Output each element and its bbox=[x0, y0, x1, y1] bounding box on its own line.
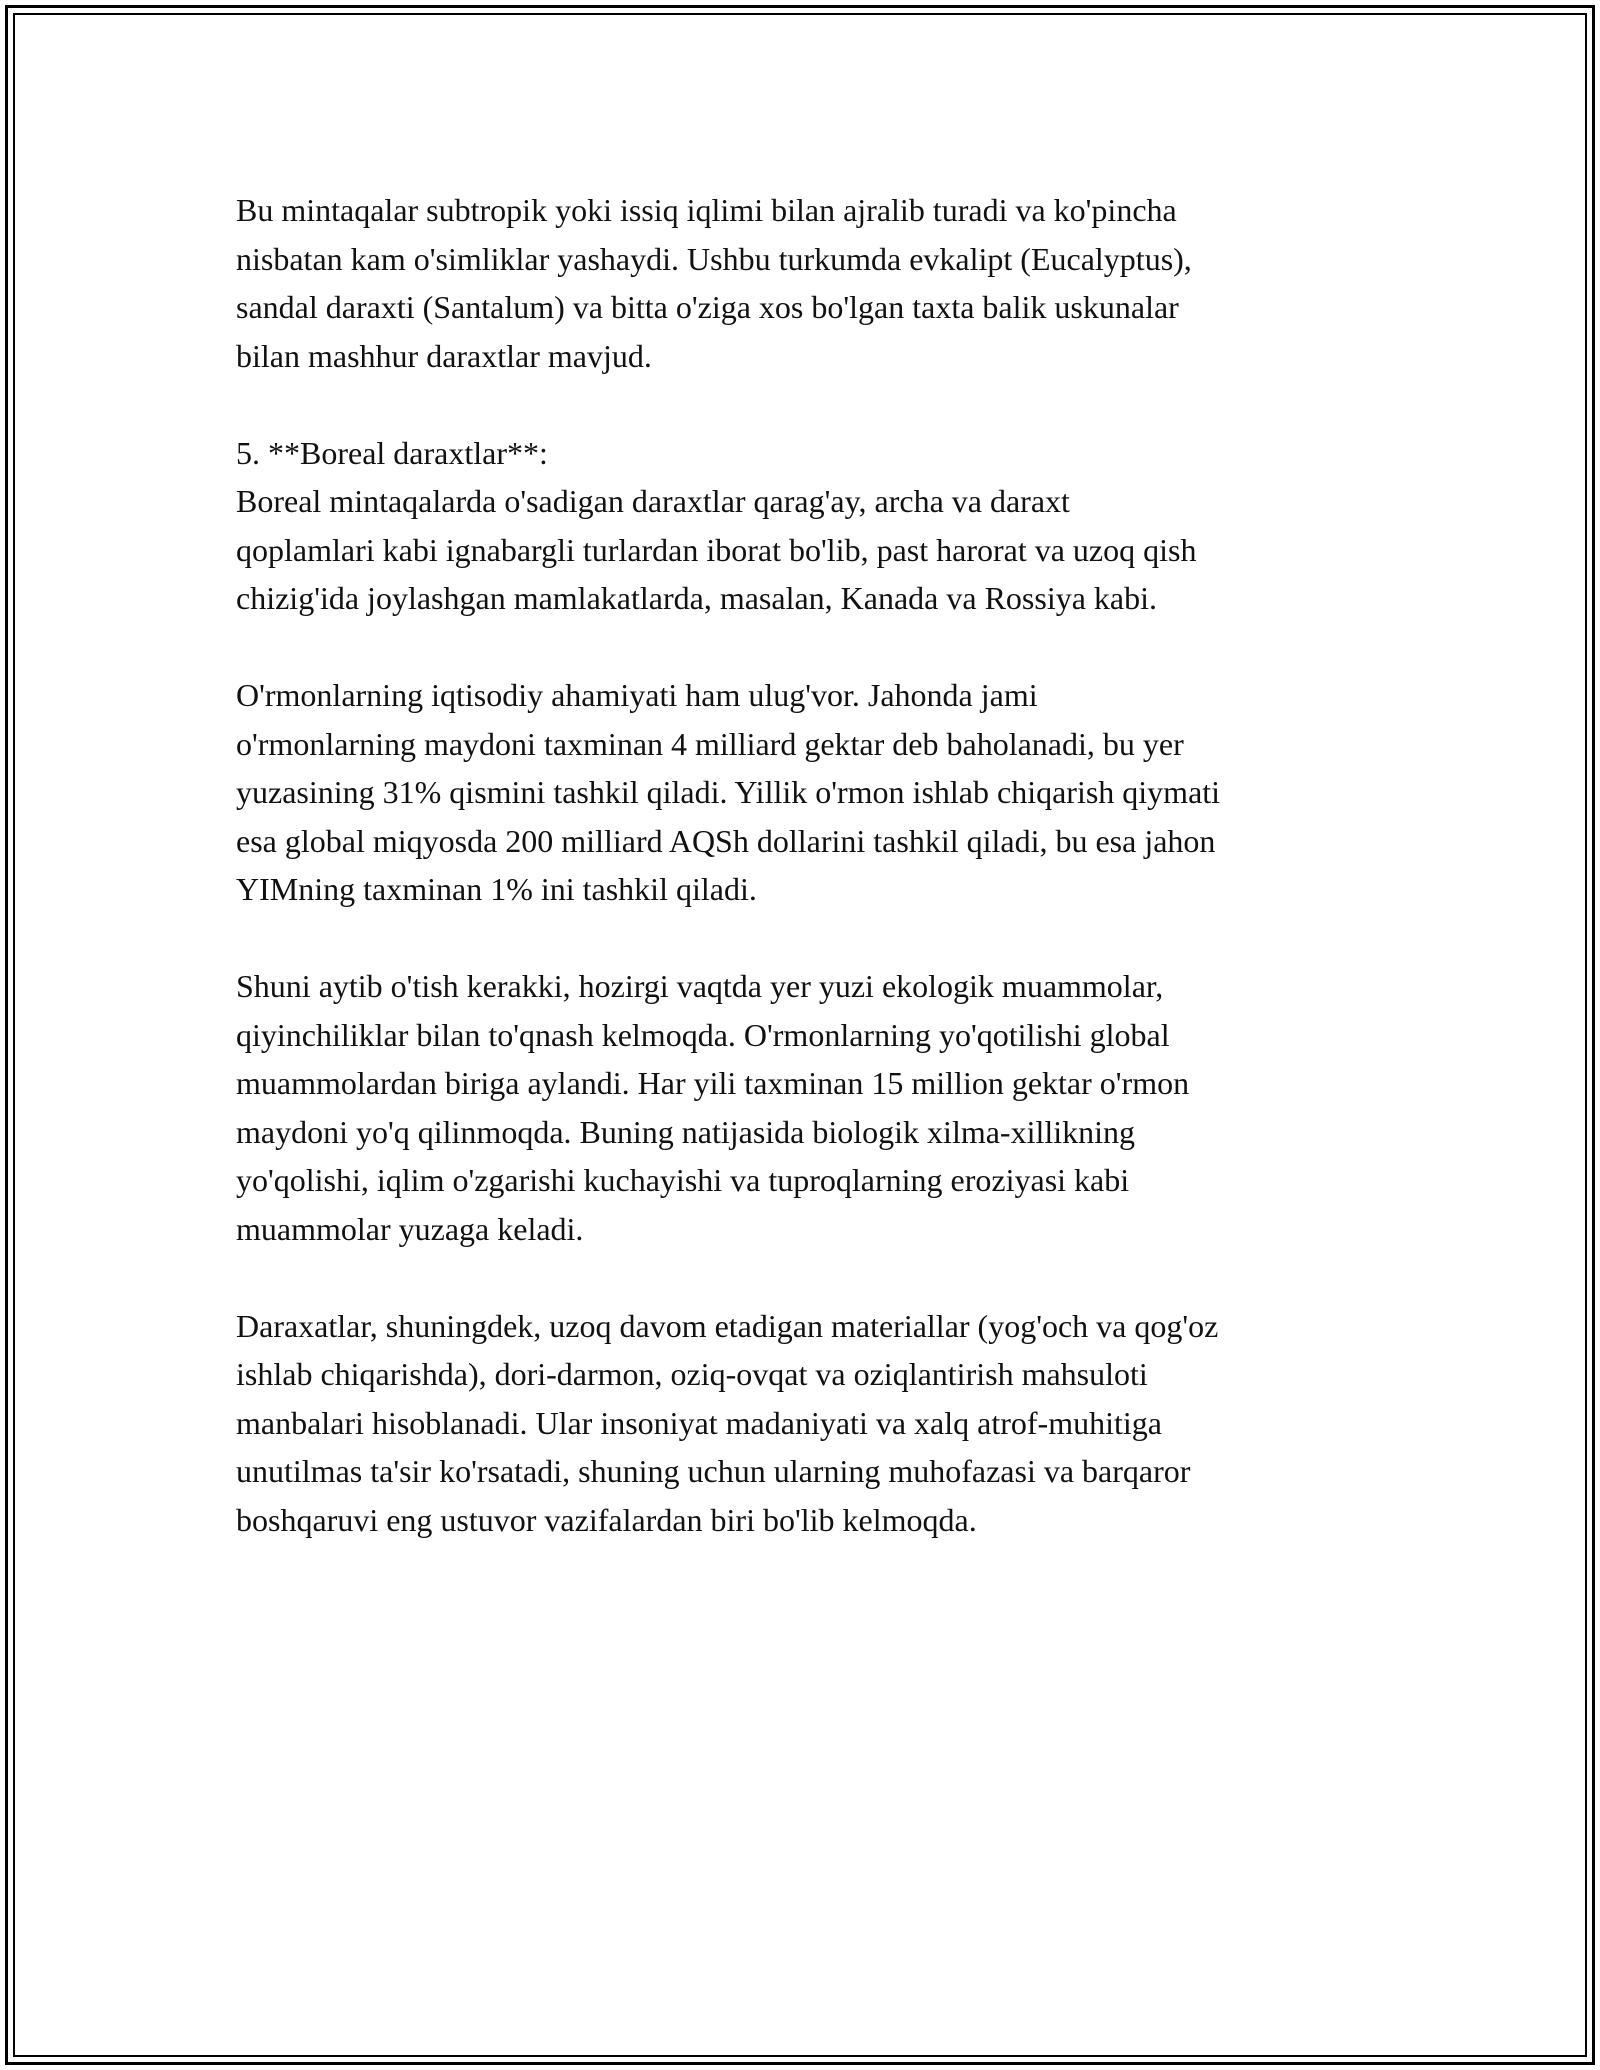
paragraph-tree-resources: Daraxatlar, shuningdek, uzoq davom etadigan materiallar (yog'och va qog'oz ishlab chiqarishda), dori-darmon, oziq-ovqat va oziqlantirish mahsuloti manbalari hisoblanadi. Ular insoniyat madaniyati va xalq atrof-muhitiga unutilmas ta'sir ko'rsatadi, shuning uchun ularning muhofazasi va barqaror boshqaruvi eng ustuvor vazifalardan biri bo'lib kelmoqda. bbox=[236, 1307, 1219, 1538]
paragraph-subtropical-trees: Bu mintaqalar subtropik yoki issiq iqlimi bilan ajralib turadi va ko'pincha nisbatan kam o'simliklar yashaydi. Ushbu turkumda evkalipt (Eucalyptus), sandal daraxti (Santalum) va bitta o'ziga xos bo'lgan taxta balik uskunalar bilan mashhur daraxtlar mavjud. bbox=[236, 192, 1192, 374]
paragraph-spacer bbox=[236, 1253, 1386, 1302]
paragraph-spacer bbox=[236, 380, 1386, 429]
paragraph-spacer bbox=[236, 914, 1386, 963]
paragraph-economic-importance: O'rmonlarning iqtisodiy ahamiyati ham ulug'vor. Jahonda jami o'rmonlarning maydoni taxminan 4 milliard gektar deb baholanadi, bu yer yuzasining 31% qismini tashkil qiladi. Yillik o'rmon ishlab chiqarish qiymati esa global miqyosda 200 milliard AQSh dollarini tashkil qiladi, bu esa jahon YIMning taxminan 1% ini tashkil qiladi. bbox=[236, 677, 1221, 907]
document-body bbox=[236, 186, 1386, 1544]
paragraph-spacer bbox=[236, 623, 1386, 672]
paragraph-ecological-problems: Shuni aytib o'tish kerakki, hozirgi vaqtda yer yuzi ekologik muammolar, qiyinchiliklar bilan to'qnash kelmoqda. O'rmonlarning yo'qotilishi global muammolardan biriga aylandi. Har yili taxminan 15 million gektar o'rmon maydoni yo'q qilinmoqda. Buning natijasida biologik xilma-xillikning yo'qolishi, iqlim o'zgarishi kuchayishi va tuproqlarning eroziyasi kabi muammolar yuzaga keladi. bbox=[236, 968, 1190, 1247]
paragraph-boreal-trees: 5. **Boreal daraxtlar**: Boreal mintaqalarda o'sadigan daraxtlar qarag'ay, archa va daraxt qoplamlari kabi ignabargli turlardan iborat bo'lib, past harorat va uzoq qish chizig'ida joylashgan mamlakatlarda, masalan, Kanada va Rossiya kabi. bbox=[236, 434, 1197, 616]
